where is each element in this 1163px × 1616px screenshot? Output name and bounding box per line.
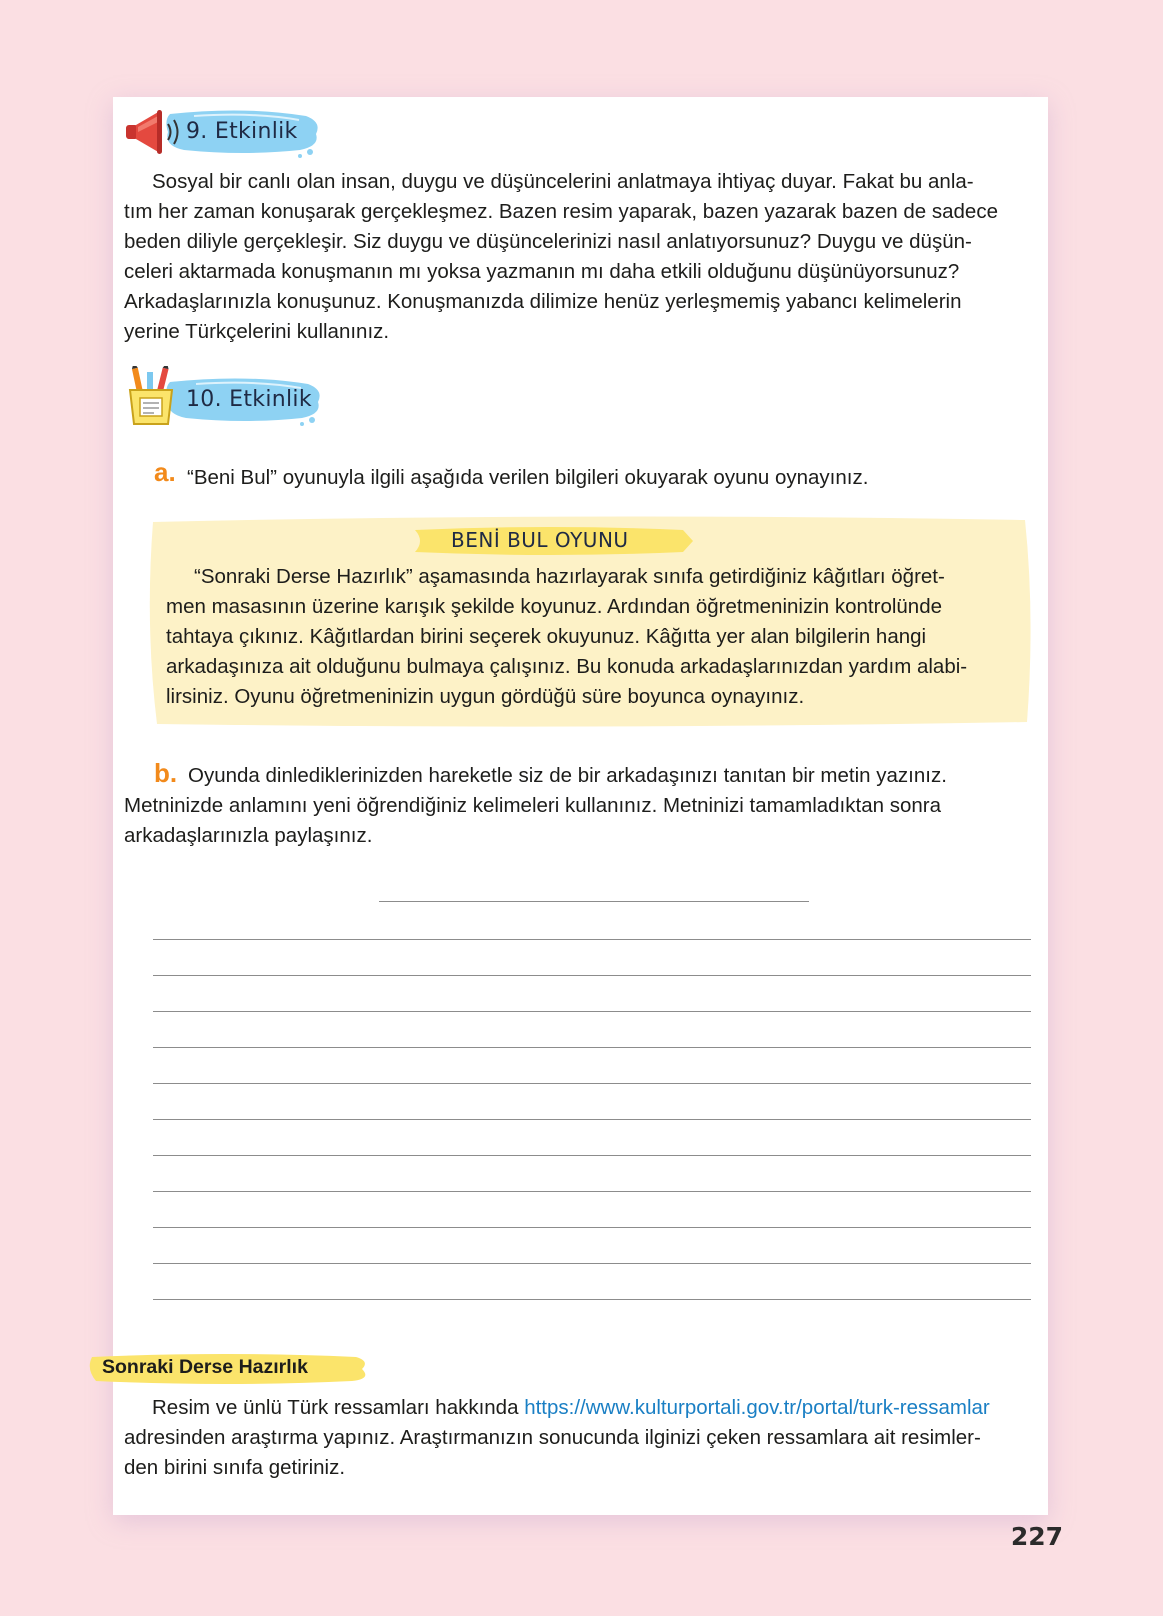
writing-line[interactable] — [153, 975, 1031, 976]
paragraph-line: celeri aktarmada konuşmanın mı yoksa yazmanın mı daha etkili olduğunu düşünüyorsunuz? — [124, 260, 960, 283]
writing-line[interactable] — [153, 1083, 1031, 1084]
pencil-cup-icon — [126, 366, 176, 428]
paragraph-line: tım her zaman konuşarak gerçekleşmez. Bazen resim yaparak, bazen yazarak bazen de sadece — [124, 200, 998, 223]
writing-line[interactable] — [153, 939, 1031, 940]
next-lesson-tag — [86, 1349, 370, 1387]
writing-line[interactable] — [153, 1299, 1031, 1300]
paragraph-line: Oyunda dinlediklerinizden hareketle siz de bir arkadaşınızı tanıtan bir metin yazınız. — [188, 764, 947, 787]
writing-line[interactable] — [153, 1011, 1031, 1012]
paragraph-line: lirsiniz. Oyunu öğretmeninizin uygun gördüğü süre boyunca oynayınız. — [166, 685, 805, 708]
beni-bul-info-box — [147, 516, 1031, 730]
info-box-title: BENİ BUL OYUNU — [451, 528, 629, 552]
writing-line[interactable] — [153, 1119, 1031, 1120]
info-box-paragraph — [166, 562, 996, 712]
activity-9-label: 9. Etkinlik — [186, 119, 298, 144]
kulturportali-link[interactable]: https://www.kulturportali.gov.tr/portal/turk-ressamlar — [524, 1396, 990, 1419]
next-lesson-paragraph — [124, 1393, 1044, 1483]
paragraph-line: “Sonraki Derse Hazırlık” aşamasında hazırlayarak sınıfa getirdiğiniz kâğıtları öğret- — [194, 565, 945, 588]
paragraph-line: “Beni Bul” oyunuyla ilgili aşağıda verilen bilgileri okuyarak oyunu oynayınız. — [187, 466, 869, 489]
paragraph-line: men masasının üzerine karışık şekilde koyunuz. Ardından öğretmeninizin kontrolünde — [166, 595, 943, 618]
writing-line[interactable] — [153, 1227, 1031, 1228]
activity-10-tag — [126, 374, 326, 428]
next-lesson-label: Sonraki Derse Hazırlık — [102, 1356, 308, 1378]
paragraph-line: adresinden araştırma yapınız. Araştırmanızın sonucunda ilginizi çeken ressamlara ait resimler- — [124, 1426, 981, 1449]
paragraph-text: Resim ve ünlü Türk ressamları hakkında — [152, 1396, 525, 1419]
page-number: 227 — [1010, 1522, 1063, 1551]
item-a-text — [187, 463, 1017, 493]
paragraph-line — [124, 1393, 1044, 1423]
paragraph-line: beden diliyle gerçekleşir. Siz duygu ve düşüncelerinizi nasıl anlatıyorsunuz? Duygu ve düşün- — [124, 230, 972, 253]
item-b-paragraph — [124, 758, 1004, 851]
title-writing-line[interactable] — [379, 901, 809, 902]
paragraph-line: Metninizde anlamını yeni öğrendiğiniz kelimeleri kullanınız. Metninizi tamamladıktan sonra — [124, 794, 941, 817]
paragraph-line: Sosyal bir canlı olan insan, duygu ve düşüncelerini anlatmaya ihtiyaç duyar. Fakat bu anla- — [152, 170, 974, 193]
paragraph-line: Arkadaşlarınızla konuşunuz. Konuşmanızda dilimize henüz yerleşmemiş yabancı kelimelerin — [124, 290, 962, 313]
paragraph-line: arkadaşlarınızla paylaşınız. — [124, 824, 373, 847]
writing-line[interactable] — [153, 1191, 1031, 1192]
writing-line[interactable] — [153, 1155, 1031, 1156]
activity-9-paragraph — [124, 167, 1004, 347]
item-a-letter: a. — [154, 457, 176, 487]
megaphone-icon — [124, 108, 184, 156]
paragraph-line: tahtaya çıkınız. Kâğıtlardan birini seçerek okuyunuz. Kâğıtta yer alan bilgilerin hangi — [166, 625, 927, 648]
paragraph-line: den birini sınıfa getiriniz. — [124, 1456, 346, 1479]
writing-line[interactable] — [153, 1047, 1031, 1048]
paragraph-line: yerine Türkçelerini kullanınız. — [124, 320, 390, 343]
paragraph-line: arkadaşınıza ait olduğunu bulmaya çalışınız. Bu konuda arkadaşlarınızdan yardım alabi- — [166, 655, 968, 678]
writing-line[interactable] — [153, 1263, 1031, 1264]
activity-10-label: 10. Etkinlik — [186, 387, 312, 412]
activity-9-tag — [124, 106, 324, 160]
item-b-letter: b. — [154, 758, 178, 788]
